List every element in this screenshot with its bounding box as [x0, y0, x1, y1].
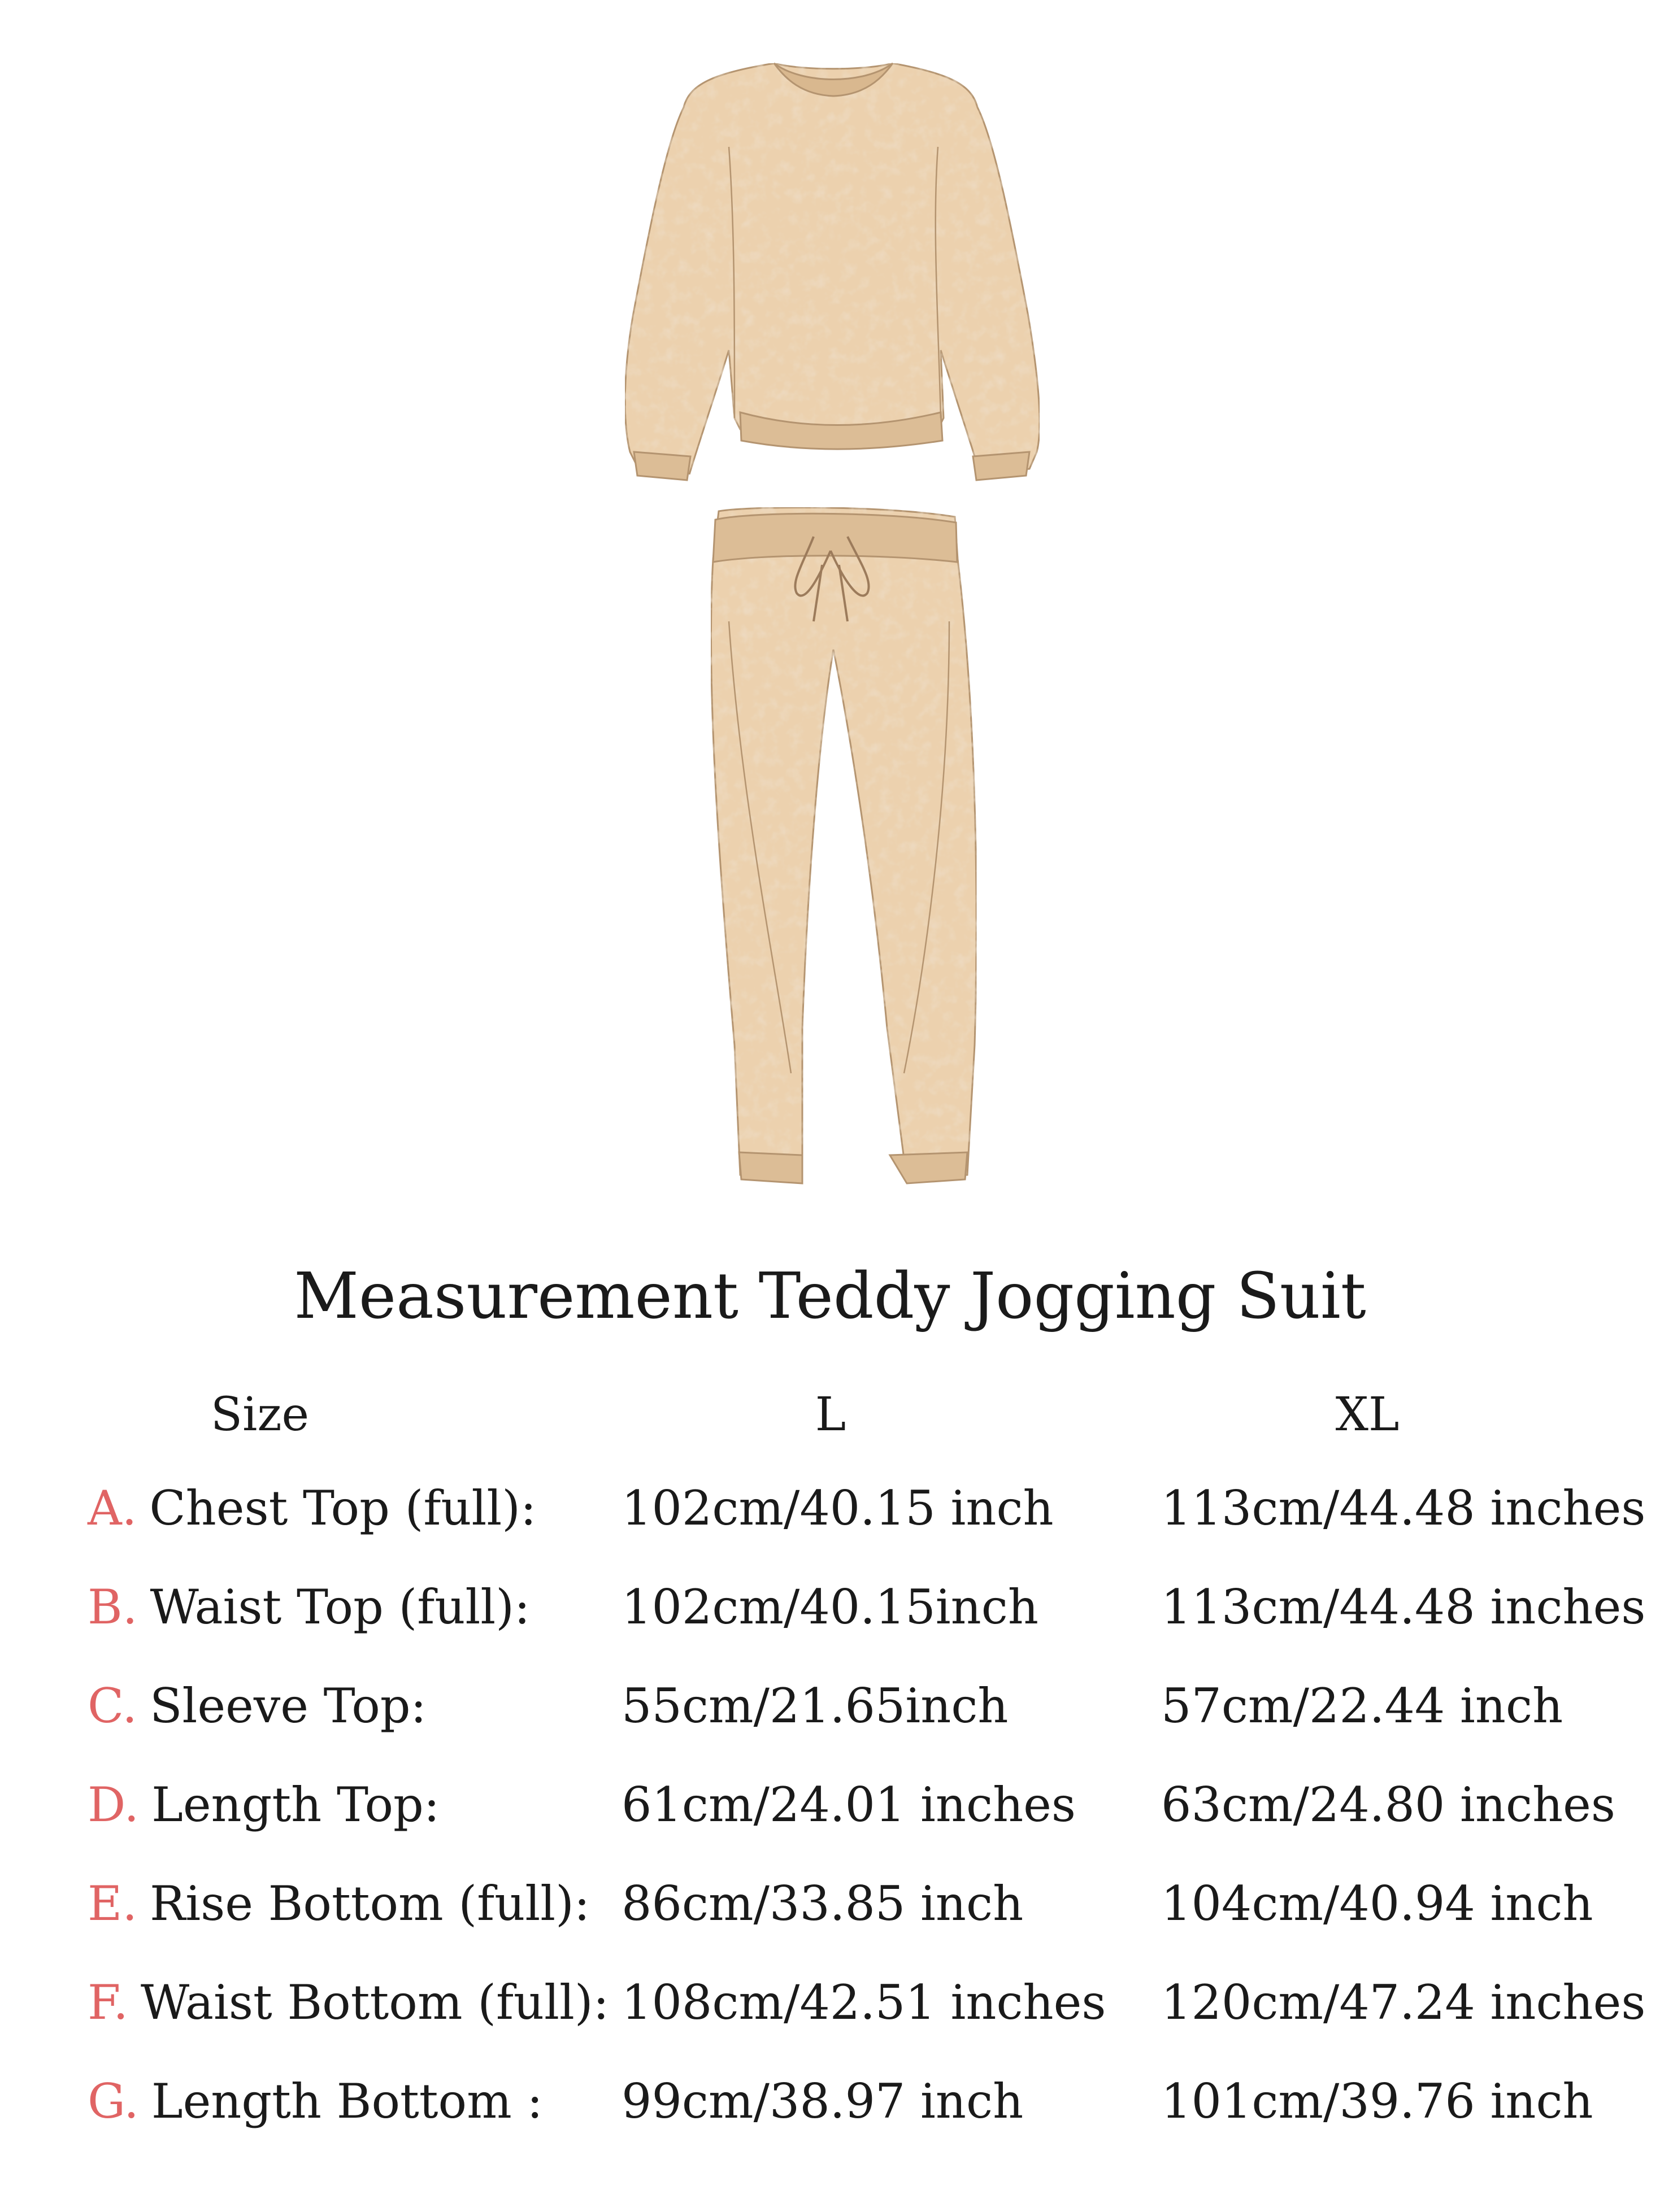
measurement-name: Waist Top (full): — [150, 1579, 531, 1635]
value-xl: 57cm/22.44 inch — [1161, 1678, 1563, 1734]
page-title: Measurement Teddy Jogging Suit — [294, 1260, 1366, 1333]
measurement-label — [88, 1664, 427, 1748]
value-l: 108cm/42.51 inches — [622, 1975, 1106, 2030]
value-xl: 113cm/44.48 inches — [1161, 1579, 1646, 1635]
measurement-name: Sleeve Top: — [149, 1678, 427, 1734]
value-xl: 101cm/39.76 inch — [1161, 2074, 1593, 2129]
table-row — [0, 1861, 1660, 1946]
measurement-letter: B. — [88, 1579, 138, 1635]
sweatshirt-icon — [625, 63, 1040, 480]
value-l: 61cm/24.01 inches — [622, 1777, 1076, 1832]
value-l: 99cm/38.97 inch — [622, 2074, 1024, 2129]
measurement-letter: A. — [88, 1481, 137, 1536]
measurement-label — [88, 1762, 440, 1847]
value-l: 102cm/40.15 inch — [622, 1481, 1054, 1536]
measurement-name: Chest Top (full): — [149, 1481, 537, 1536]
table-row — [0, 2059, 1660, 2144]
jogging-pants-icon — [711, 507, 976, 1183]
measurement-label — [88, 2059, 543, 2144]
measurement-letter: C. — [88, 1678, 137, 1734]
value-l: 102cm/40.15inch — [622, 1579, 1038, 1635]
value-l: 55cm/21.65inch — [622, 1678, 1009, 1734]
table-row — [0, 1565, 1660, 1649]
measurement-name: Rise Bottom (full): — [150, 1876, 590, 1931]
measurement-name: Length Bottom : — [151, 2074, 543, 2129]
table-row — [0, 1466, 1660, 1551]
measurement-letter: F. — [88, 1975, 128, 2030]
measurement-letter: E. — [88, 1876, 138, 1931]
measurement-letter: G. — [88, 2074, 139, 2129]
measurement-label — [88, 1960, 609, 2045]
table-row — [0, 1664, 1660, 1748]
header-xl: XL — [1335, 1388, 1400, 1442]
table-row — [0, 1960, 1660, 2045]
value-xl: 63cm/24.80 inches — [1161, 1777, 1615, 1832]
header-l: L — [815, 1388, 846, 1442]
measurement-name: Length Top: — [151, 1777, 440, 1832]
measurement-name: Waist Bottom (full): — [140, 1975, 609, 2030]
value-xl: 113cm/44.48 inches — [1161, 1481, 1646, 1536]
header-size: Size — [210, 1388, 310, 1442]
value-l: 86cm/33.85 inch — [622, 1876, 1024, 1931]
value-xl: 104cm/40.94 inch — [1161, 1876, 1593, 1931]
measurement-label — [88, 1466, 536, 1551]
measurement-letter: D. — [88, 1777, 140, 1832]
value-xl: 120cm/47.24 inches — [1161, 1975, 1646, 2030]
measurement-label — [88, 1861, 590, 1946]
table-row — [0, 1762, 1660, 1847]
measurement-label — [88, 1565, 530, 1649]
